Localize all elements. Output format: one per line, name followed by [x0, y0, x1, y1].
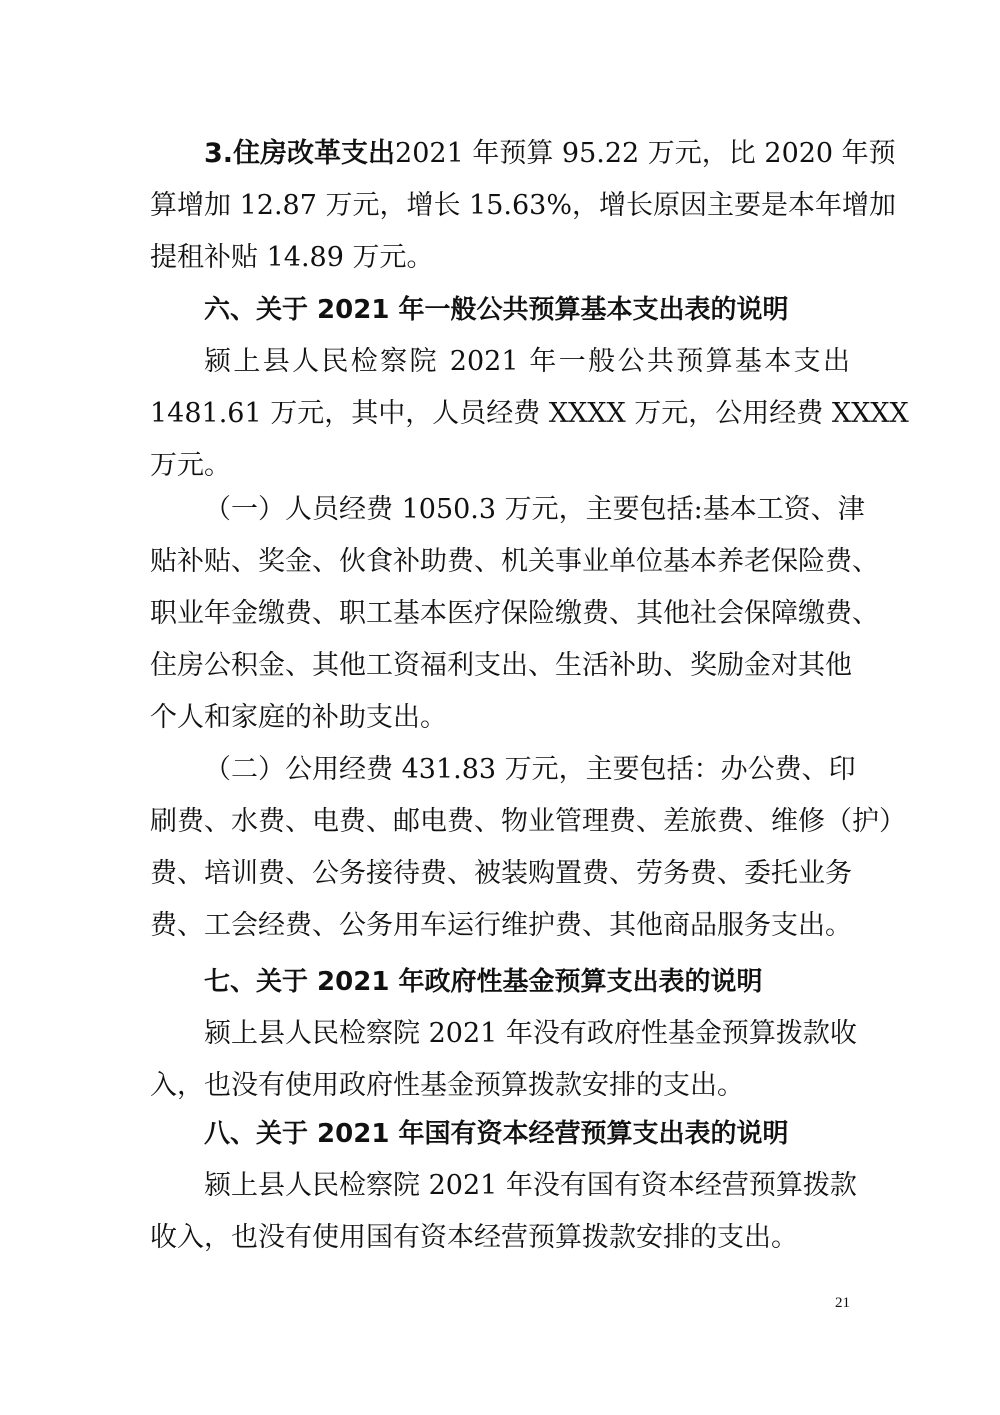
paragraph-basic-line-1: 颍上县人民检察院 2021 年一般公共预算基本支出: [204, 346, 850, 377]
paragraph-personnel-line-5: 个人和家庭的补助支出。: [150, 702, 447, 733]
paragraph-public-line-2: 刷费、水费、电费、邮电费、物业管理费、差旅费、维修（护）: [150, 806, 906, 837]
paragraph-basic-line-3: 万元。: [150, 450, 231, 481]
paragraph-fund-line-1: 颍上县人民检察院 2021 年没有政府性基金预算拨款收: [204, 1018, 857, 1049]
paragraph-capital-line-1: 颍上县人民检察院 2021 年没有国有资本经营预算拨款: [204, 1170, 857, 1201]
paragraph-personnel-line-1: （一）人员经费 1050.3 万元，主要包括:基本工资、津: [204, 494, 865, 525]
paragraph-basic-line-2: 1481.61 万元，其中，人员经费 XXXX 万元，公用经费 XXXX: [150, 398, 909, 429]
paragraph-personnel-line-4: 住房公积金、其他工资福利支出、生活补助、奖励金对其他: [150, 650, 852, 681]
paragraph-public-line-3: 费、培训费、公务接待费、被装购置费、劳务费、委托业务: [150, 858, 852, 889]
paragraph-personnel-line-3: 职业年金缴费、职工基本医疗保险缴费、其他社会保障缴费、: [150, 598, 879, 629]
housing-line-1-text: 2021 年预算 95.22 万元，比 2020 年预: [395, 138, 896, 169]
paragraph-personnel-line-2: 贴补贴、奖金、伙食补助费、机关事业单位基本养老保险费、: [150, 546, 879, 577]
paragraph-housing-line-2: 算增加 12.87 万元，增长 15.63%，增长原因主要是本年增加: [150, 190, 896, 221]
paragraph-public-line-1: （二）公用经费 431.83 万元，主要包括：办公费、印: [204, 754, 856, 785]
page-number: 21: [835, 1295, 850, 1311]
paragraph-housing-line-3: 提租补贴 14.89 万元。: [150, 242, 434, 273]
paragraph-housing-line-1: [150, 128, 896, 180]
paragraph-public-line-4: 费、工会经费、公务用车运行维护费、其他商品服务支出。: [150, 910, 852, 941]
housing-item-lead: 3.住房改革支出: [204, 138, 396, 169]
section-heading-6: 六、关于 2021 年一般公共预算基本支出表的说明: [204, 295, 789, 325]
section-heading-8: 八、关于 2021 年国有资本经营预算支出表的说明: [204, 1119, 789, 1149]
paragraph-capital-line-2: 收入，也没有使用国有资本经营预算拨款安排的支出。: [150, 1222, 798, 1253]
section-heading-7: 七、关于 2021 年政府性基金预算支出表的说明: [204, 967, 763, 997]
paragraph-fund-line-2: 入，也没有使用政府性基金预算拨款安排的支出。: [150, 1070, 744, 1101]
